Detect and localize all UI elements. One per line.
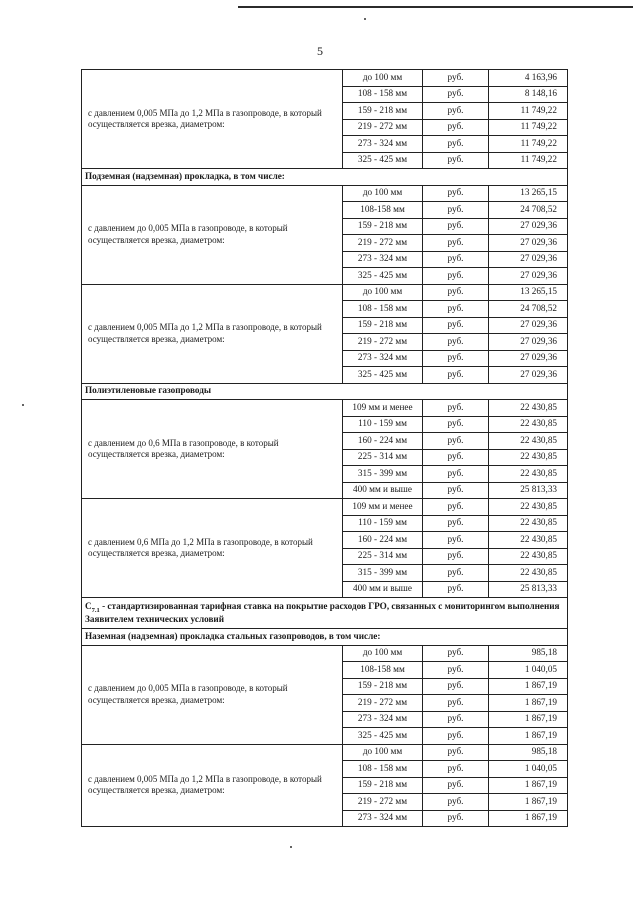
unit-cell: руб. [423, 695, 489, 712]
unit-cell: руб. [423, 202, 489, 219]
unit-cell: руб. [423, 466, 489, 483]
rate-value-cell: 13 265,15 [489, 185, 568, 202]
top-border-line [238, 6, 633, 8]
unit-cell: руб. [423, 416, 489, 433]
diameter-cell: 273 - 324 мм [343, 350, 423, 367]
diameter-cell: 159 - 218 мм [343, 103, 423, 120]
rate-value-cell: 1 040,05 [489, 662, 568, 679]
unit-cell: руб. [423, 152, 489, 169]
diameter-cell: 325 - 425 мм [343, 152, 423, 169]
rate-value-cell: 22 430,85 [489, 416, 568, 433]
rate-value-cell: 1 867,19 [489, 728, 568, 745]
diameter-cell: 315 - 399 мм [343, 466, 423, 483]
unit-cell: руб. [423, 86, 489, 103]
diameter-cell: 325 - 425 мм [343, 728, 423, 745]
rate-value-cell: 22 430,85 [489, 565, 568, 582]
rate-symbol: С [85, 600, 92, 611]
unit-cell: руб. [423, 235, 489, 252]
rate-subscript: 7.1 [91, 606, 100, 614]
rate-value-cell: 24 708,52 [489, 202, 568, 219]
unit-cell: руб. [423, 218, 489, 235]
section-heading: Подземная (надземная) прокладка, в том числе: [82, 169, 568, 186]
rate-value-cell: 1 867,19 [489, 695, 568, 712]
unit-cell: руб. [423, 251, 489, 268]
rate-value-cell: 1 867,19 [489, 777, 568, 794]
diameter-cell: 273 - 324 мм [343, 810, 423, 827]
tariff-table [81, 69, 568, 827]
tariff-table-body [82, 70, 568, 827]
pressure-description: с давлением 0,005 МПа до 1,2 МПа в газопроводе, в который осуществляется врезка, диаметром: [82, 744, 343, 827]
rate-value-cell: 1 867,19 [489, 794, 568, 811]
diameter-cell: 110 - 159 мм [343, 416, 423, 433]
unit-cell: руб. [423, 565, 489, 582]
diameter-cell: 273 - 324 мм [343, 136, 423, 153]
rate-value-cell: 27 029,36 [489, 350, 568, 367]
rate-note [82, 598, 568, 629]
rate-value-cell: 25 813,33 [489, 482, 568, 499]
scan-speck [22, 404, 24, 406]
table-row [82, 284, 568, 301]
rate-value-cell: 11 749,22 [489, 119, 568, 136]
diameter-cell: 315 - 399 мм [343, 565, 423, 582]
rate-value-cell: 22 430,85 [489, 499, 568, 516]
unit-cell: руб. [423, 711, 489, 728]
diameter-cell: 225 - 314 мм [343, 449, 423, 466]
rate-value-cell: 27 029,36 [489, 334, 568, 351]
unit-cell: руб. [423, 70, 489, 87]
scan-speck [364, 18, 366, 20]
unit-cell: руб. [423, 744, 489, 761]
unit-cell: руб. [423, 103, 489, 120]
diameter-cell: 273 - 324 мм [343, 711, 423, 728]
rate-value-cell: 1 040,05 [489, 761, 568, 778]
diameter-cell: 325 - 425 мм [343, 367, 423, 384]
pressure-description: с давлением 0,6 МПа до 1,2 МПа в газопроводе, в который осуществляется врезка, диаметром: [82, 499, 343, 598]
unit-cell: руб. [423, 350, 489, 367]
unit-cell: руб. [423, 728, 489, 745]
rate-value-cell: 22 430,85 [489, 433, 568, 450]
diameter-cell: 159 - 218 мм [343, 678, 423, 695]
diameter-cell: 219 - 272 мм [343, 334, 423, 351]
diameter-cell: 225 - 314 мм [343, 548, 423, 565]
section-heading: Наземная (надземная) прокладка стальных газопроводов, в том числе: [82, 629, 568, 646]
unit-cell: руб. [423, 777, 489, 794]
unit-cell: руб. [423, 482, 489, 499]
diameter-cell: 110 - 159 мм [343, 515, 423, 532]
unit-cell: руб. [423, 645, 489, 662]
unit-cell: руб. [423, 548, 489, 565]
unit-cell: руб. [423, 400, 489, 417]
page-number: 5 [317, 44, 323, 58]
rate-value-cell: 1 867,19 [489, 711, 568, 728]
table-row [82, 400, 568, 417]
rate-value-cell: 1 867,19 [489, 678, 568, 695]
diameter-cell: 219 - 272 мм [343, 119, 423, 136]
rate-value-cell: 25 813,33 [489, 581, 568, 598]
unit-cell: руб. [423, 810, 489, 827]
diameter-cell: 400 мм и выше [343, 482, 423, 499]
unit-cell: руб. [423, 581, 489, 598]
diameter-cell: 159 - 218 мм [343, 777, 423, 794]
rate-value-cell: 27 029,36 [489, 251, 568, 268]
diameter-cell: 219 - 272 мм [343, 794, 423, 811]
rate-value-cell: 11 749,22 [489, 103, 568, 120]
rate-description: - стандартизированная тарифная ставка на покрытие расходов ГРО, связанных с мониторингом выполнения Заявителем технических условий [85, 600, 560, 625]
diameter-cell: до 100 мм [343, 284, 423, 301]
diameter-cell: 159 - 218 мм [343, 317, 423, 334]
unit-cell: руб. [423, 662, 489, 679]
rate-value-cell: 4 163,96 [489, 70, 568, 87]
rate-value-cell: 22 430,85 [489, 466, 568, 483]
diameter-cell: 400 мм и выше [343, 581, 423, 598]
rate-value-cell: 27 029,36 [489, 317, 568, 334]
rate-note-row [82, 598, 568, 629]
rate-value-cell: 22 430,85 [489, 548, 568, 565]
rate-value-cell: 27 029,36 [489, 268, 568, 285]
unit-cell: руб. [423, 499, 489, 516]
unit-cell: руб. [423, 761, 489, 778]
unit-cell: руб. [423, 301, 489, 318]
diameter-cell: 108-158 мм [343, 202, 423, 219]
section-heading: Полиэтиленовые газопроводы [82, 383, 568, 400]
diameter-cell: 108 - 158 мм [343, 301, 423, 318]
rate-value-cell: 8 148,16 [489, 86, 568, 103]
pressure-description: с давлением до 0,005 МПа в газопроводе, в который осуществляется врезка, диаметром: [82, 645, 343, 744]
diameter-cell: 160 - 224 мм [343, 433, 423, 450]
diameter-cell: до 100 мм [343, 185, 423, 202]
diameter-cell: 108-158 мм [343, 662, 423, 679]
unit-cell: руб. [423, 185, 489, 202]
diameter-cell: до 100 мм [343, 645, 423, 662]
rate-value-cell: 24 708,52 [489, 301, 568, 318]
diameter-cell: до 100 мм [343, 744, 423, 761]
diameter-cell: 109 мм и менее [343, 499, 423, 516]
diameter-cell: 219 - 272 мм [343, 695, 423, 712]
table-row [82, 499, 568, 516]
pressure-description: с давлением 0,005 МПа до 1,2 МПа в газопроводе, в который осуществляется врезка, диаметром: [82, 284, 343, 383]
diameter-cell: 219 - 272 мм [343, 235, 423, 252]
rate-value-cell: 22 430,85 [489, 449, 568, 466]
unit-cell: руб. [423, 284, 489, 301]
unit-cell: руб. [423, 334, 489, 351]
unit-cell: руб. [423, 317, 489, 334]
unit-cell: руб. [423, 678, 489, 695]
diameter-cell: до 100 мм [343, 70, 423, 87]
rate-value-cell: 985,18 [489, 744, 568, 761]
rate-value-cell: 27 029,36 [489, 218, 568, 235]
pressure-description: с давлением до 0,6 МПа в газопроводе, в который осуществляется врезка, диаметром: [82, 400, 343, 499]
diameter-cell: 108 - 158 мм [343, 86, 423, 103]
rate-value-cell: 1 867,19 [489, 810, 568, 827]
unit-cell: руб. [423, 449, 489, 466]
section-row [82, 629, 568, 646]
table-row [82, 70, 568, 87]
rate-value-cell: 13 265,15 [489, 284, 568, 301]
diameter-cell: 108 - 158 мм [343, 761, 423, 778]
section-row [82, 383, 568, 400]
pressure-description: с давлением 0,005 МПа до 1,2 МПа в газопроводе, в который осуществляется врезка, диаметром: [82, 70, 343, 169]
unit-cell: руб. [423, 136, 489, 153]
unit-cell: руб. [423, 268, 489, 285]
rate-value-cell: 11 749,22 [489, 136, 568, 153]
diameter-cell: 109 мм и менее [343, 400, 423, 417]
unit-cell: руб. [423, 119, 489, 136]
rate-value-cell: 27 029,36 [489, 367, 568, 384]
unit-cell: руб. [423, 367, 489, 384]
rate-value-cell: 11 749,22 [489, 152, 568, 169]
rate-value-cell: 985,18 [489, 645, 568, 662]
diameter-cell: 325 - 425 мм [343, 268, 423, 285]
diameter-cell: 159 - 218 мм [343, 218, 423, 235]
diameter-cell: 160 - 224 мм [343, 532, 423, 549]
diameter-cell: 273 - 324 мм [343, 251, 423, 268]
unit-cell: руб. [423, 532, 489, 549]
table-row [82, 645, 568, 662]
rate-value-cell: 22 430,85 [489, 532, 568, 549]
scan-speck [290, 846, 292, 848]
pressure-description: с давлением до 0,005 МПа в газопроводе, в который осуществляется врезка, диаметром: [82, 185, 343, 284]
table-row [82, 744, 568, 761]
unit-cell: руб. [423, 794, 489, 811]
rate-value-cell: 22 430,85 [489, 515, 568, 532]
unit-cell: руб. [423, 515, 489, 532]
unit-cell: руб. [423, 433, 489, 450]
rate-value-cell: 22 430,85 [489, 400, 568, 417]
table-row [82, 185, 568, 202]
rate-value-cell: 27 029,36 [489, 235, 568, 252]
section-row [82, 169, 568, 186]
